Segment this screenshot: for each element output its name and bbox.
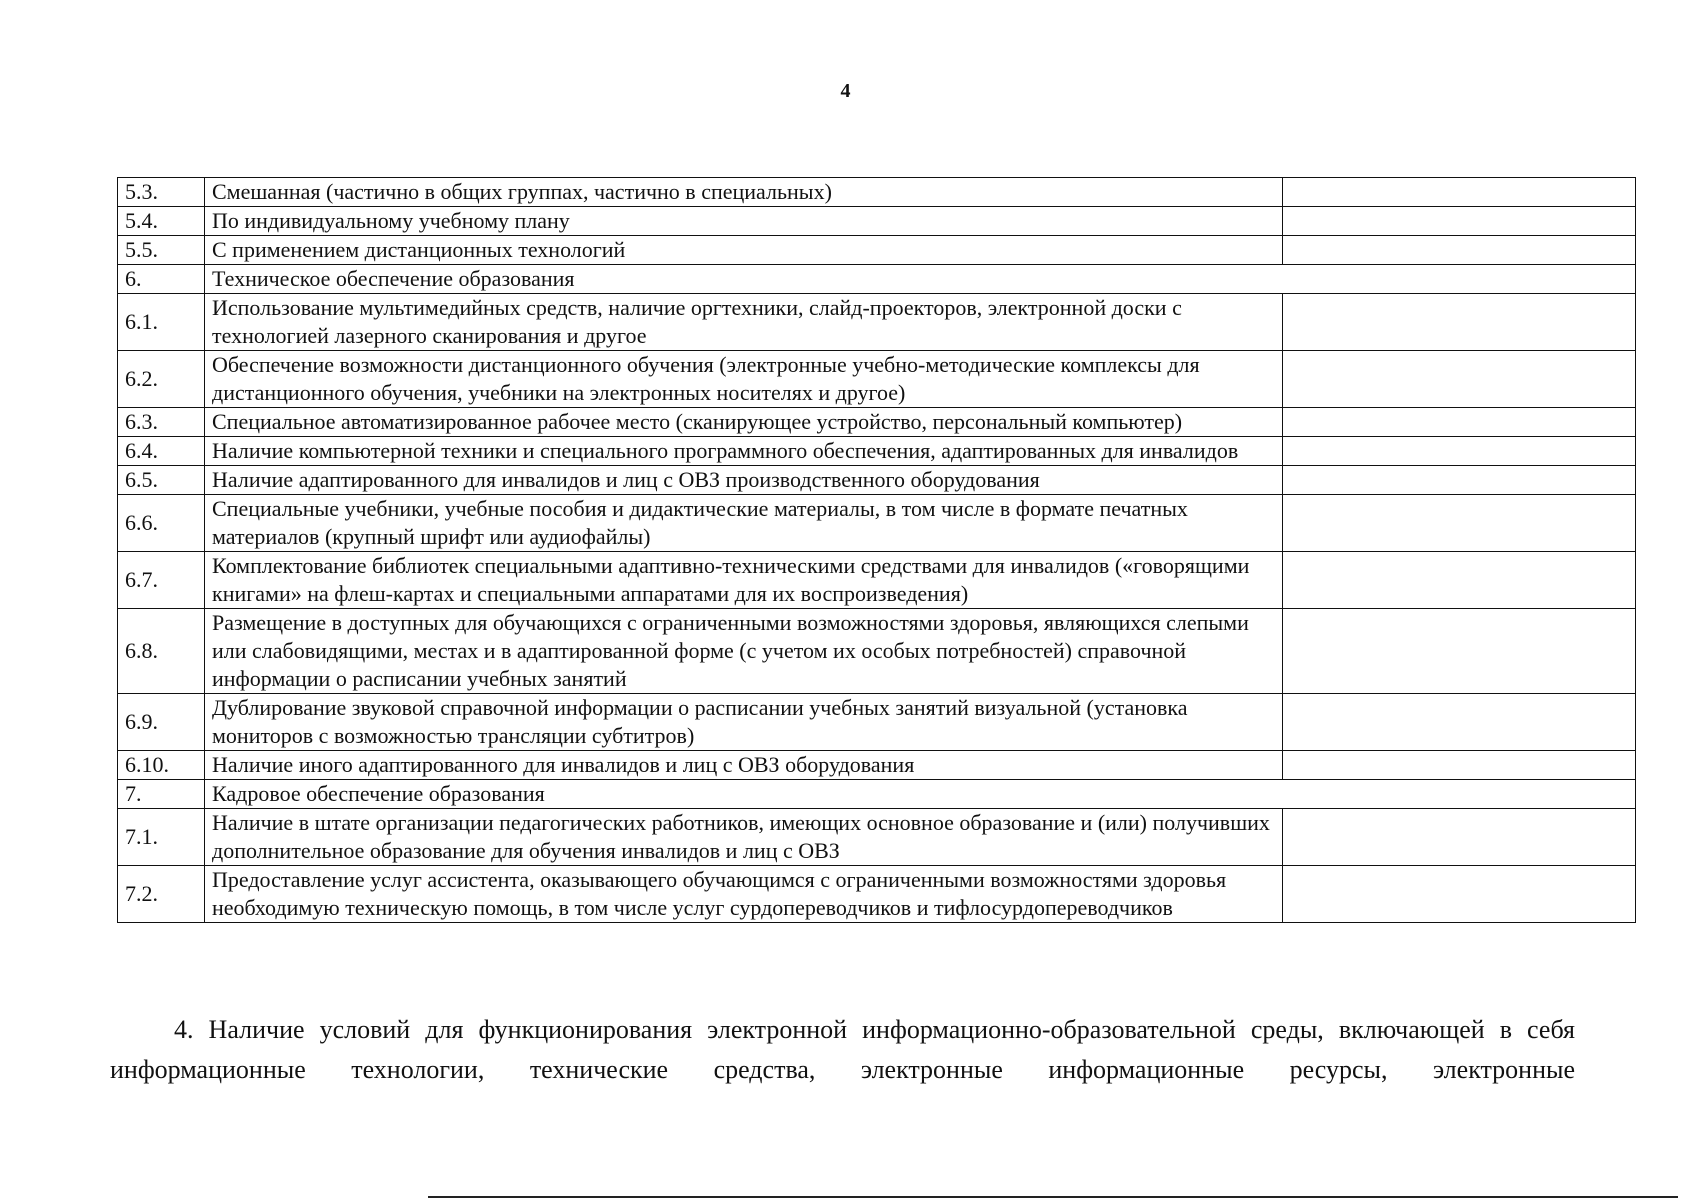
- row-number: 6.: [118, 265, 205, 294]
- row-number: 6.4.: [118, 437, 205, 466]
- row-description: Дублирование звуковой справочной информации о расписании учебных занятий визуальной (установка мониторов с возможностью трансляции субтитров): [205, 694, 1283, 751]
- row-description: Наличие адаптированного для инвалидов и лиц с ОВЗ производственного оборудования: [205, 466, 1283, 495]
- row-description: Наличие иного адаптированного для инвалидов и лиц с ОВЗ оборудования: [205, 751, 1283, 780]
- table-row: [118, 437, 1636, 466]
- table-section-row: [118, 265, 1636, 294]
- row-number: 6.3.: [118, 408, 205, 437]
- row-number: 6.6.: [118, 495, 205, 552]
- row-description: По индивидуальному учебному плану: [205, 207, 1283, 236]
- table-row: [118, 466, 1636, 495]
- row-number: 5.4.: [118, 207, 205, 236]
- row-description: Смешанная (частично в общих группах, частично в специальных): [205, 178, 1283, 207]
- row-description: Кадровое обеспечение образования: [205, 780, 1636, 809]
- row-number: 6.2.: [118, 351, 205, 408]
- requirements-table-container: [117, 177, 1617, 923]
- row-number: 6.1.: [118, 294, 205, 351]
- table-row: [118, 694, 1636, 751]
- row-value-cell: [1283, 236, 1636, 265]
- row-number: 5.5.: [118, 236, 205, 265]
- row-description: Обеспечение возможности дистанционного обучения (электронные учебно-методические комплексы для дистанционного обучения, учебники на электронных носителях и другое): [205, 351, 1283, 408]
- table-row: [118, 495, 1636, 552]
- row-number: 7.: [118, 780, 205, 809]
- table-row: [118, 294, 1636, 351]
- row-description: Размещение в доступных для обучающихся с ограниченными возможностями здоровья, являющихся слепыми или слабовидящими, местах и в адаптированной форме (с учетом их особых потребностей) справочной информации о расписании учебных занятий: [205, 609, 1283, 694]
- row-number: 6.5.: [118, 466, 205, 495]
- row-number: 6.8.: [118, 609, 205, 694]
- row-description: Техническое обеспечение образования: [205, 265, 1636, 294]
- row-number: 5.3.: [118, 178, 205, 207]
- row-number: 6.7.: [118, 552, 205, 609]
- table-row: [118, 866, 1636, 923]
- row-description: Использование мультимедийных средств, наличие оргтехники, слайд-проекторов, электронной доски с технологией лазерного сканирования и другое: [205, 294, 1283, 351]
- row-number: 6.9.: [118, 694, 205, 751]
- row-description: Наличие компьютерной техники и специального программного обеспечения, адаптированных для инвалидов: [205, 437, 1283, 466]
- body-paragraph: 4. Наличие условий для функционирования электронной информационно-образовательной среды, включающей в себя информационные технологии, технические средства, электронные информационные ресурсы, электронные: [110, 1015, 1575, 1084]
- row-description: Специальное автоматизированное рабочее место (сканирующее устройство, персональный компьютер): [205, 408, 1283, 437]
- row-value-cell: [1283, 207, 1636, 236]
- row-value-cell: [1283, 351, 1636, 408]
- table-row: [118, 809, 1636, 866]
- page-number: 4: [840, 80, 851, 102]
- table-row: [118, 351, 1636, 408]
- row-value-cell: [1283, 694, 1636, 751]
- row-description: Предоставление услуг ассистента, оказывающего обучающимся с ограниченными возможностями здоровья необходимую техническую помощь, в том числе услуг сурдопереводчиков и тифлосурдопереводчиков: [205, 866, 1283, 923]
- table-body: [118, 178, 1636, 923]
- row-value-cell: [1283, 809, 1636, 866]
- row-value-cell: [1283, 178, 1636, 207]
- table-row: [118, 178, 1636, 207]
- table-row: [118, 236, 1636, 265]
- row-value-cell: [1283, 552, 1636, 609]
- row-description: Комплектование библиотек специальными адаптивно-техническими средствами для инвалидов («говорящими книгами» на флеш-картах и специальными аппаратами для их воспроизведения): [205, 552, 1283, 609]
- row-value-cell: [1283, 866, 1636, 923]
- table-row: [118, 207, 1636, 236]
- row-number: 6.10.: [118, 751, 205, 780]
- requirements-table: [117, 177, 1636, 923]
- row-value-cell: [1283, 751, 1636, 780]
- row-description: С применением дистанционных технологий: [205, 236, 1283, 265]
- row-number: 7.1.: [118, 809, 205, 866]
- table-section-row: [118, 780, 1636, 809]
- row-value-cell: [1283, 466, 1636, 495]
- row-value-cell: [1283, 294, 1636, 351]
- table-row: [118, 408, 1636, 437]
- row-number: 7.2.: [118, 866, 205, 923]
- row-description: Наличие в штате организации педагогических работников, имеющих основное образование и (или) получивших дополнительное образование для обучения инвалидов и лиц с ОВЗ: [205, 809, 1283, 866]
- row-value-cell: [1283, 408, 1636, 437]
- table-row: [118, 552, 1636, 609]
- row-description: Специальные учебники, учебные пособия и дидактические материалы, в том числе в формате печатных материалов (крупный шрифт или аудиофайлы): [205, 495, 1283, 552]
- bottom-divider: [428, 1196, 1678, 1198]
- row-value-cell: [1283, 495, 1636, 552]
- table-row: [118, 609, 1636, 694]
- row-value-cell: [1283, 609, 1636, 694]
- table-row: [118, 751, 1636, 780]
- row-value-cell: [1283, 437, 1636, 466]
